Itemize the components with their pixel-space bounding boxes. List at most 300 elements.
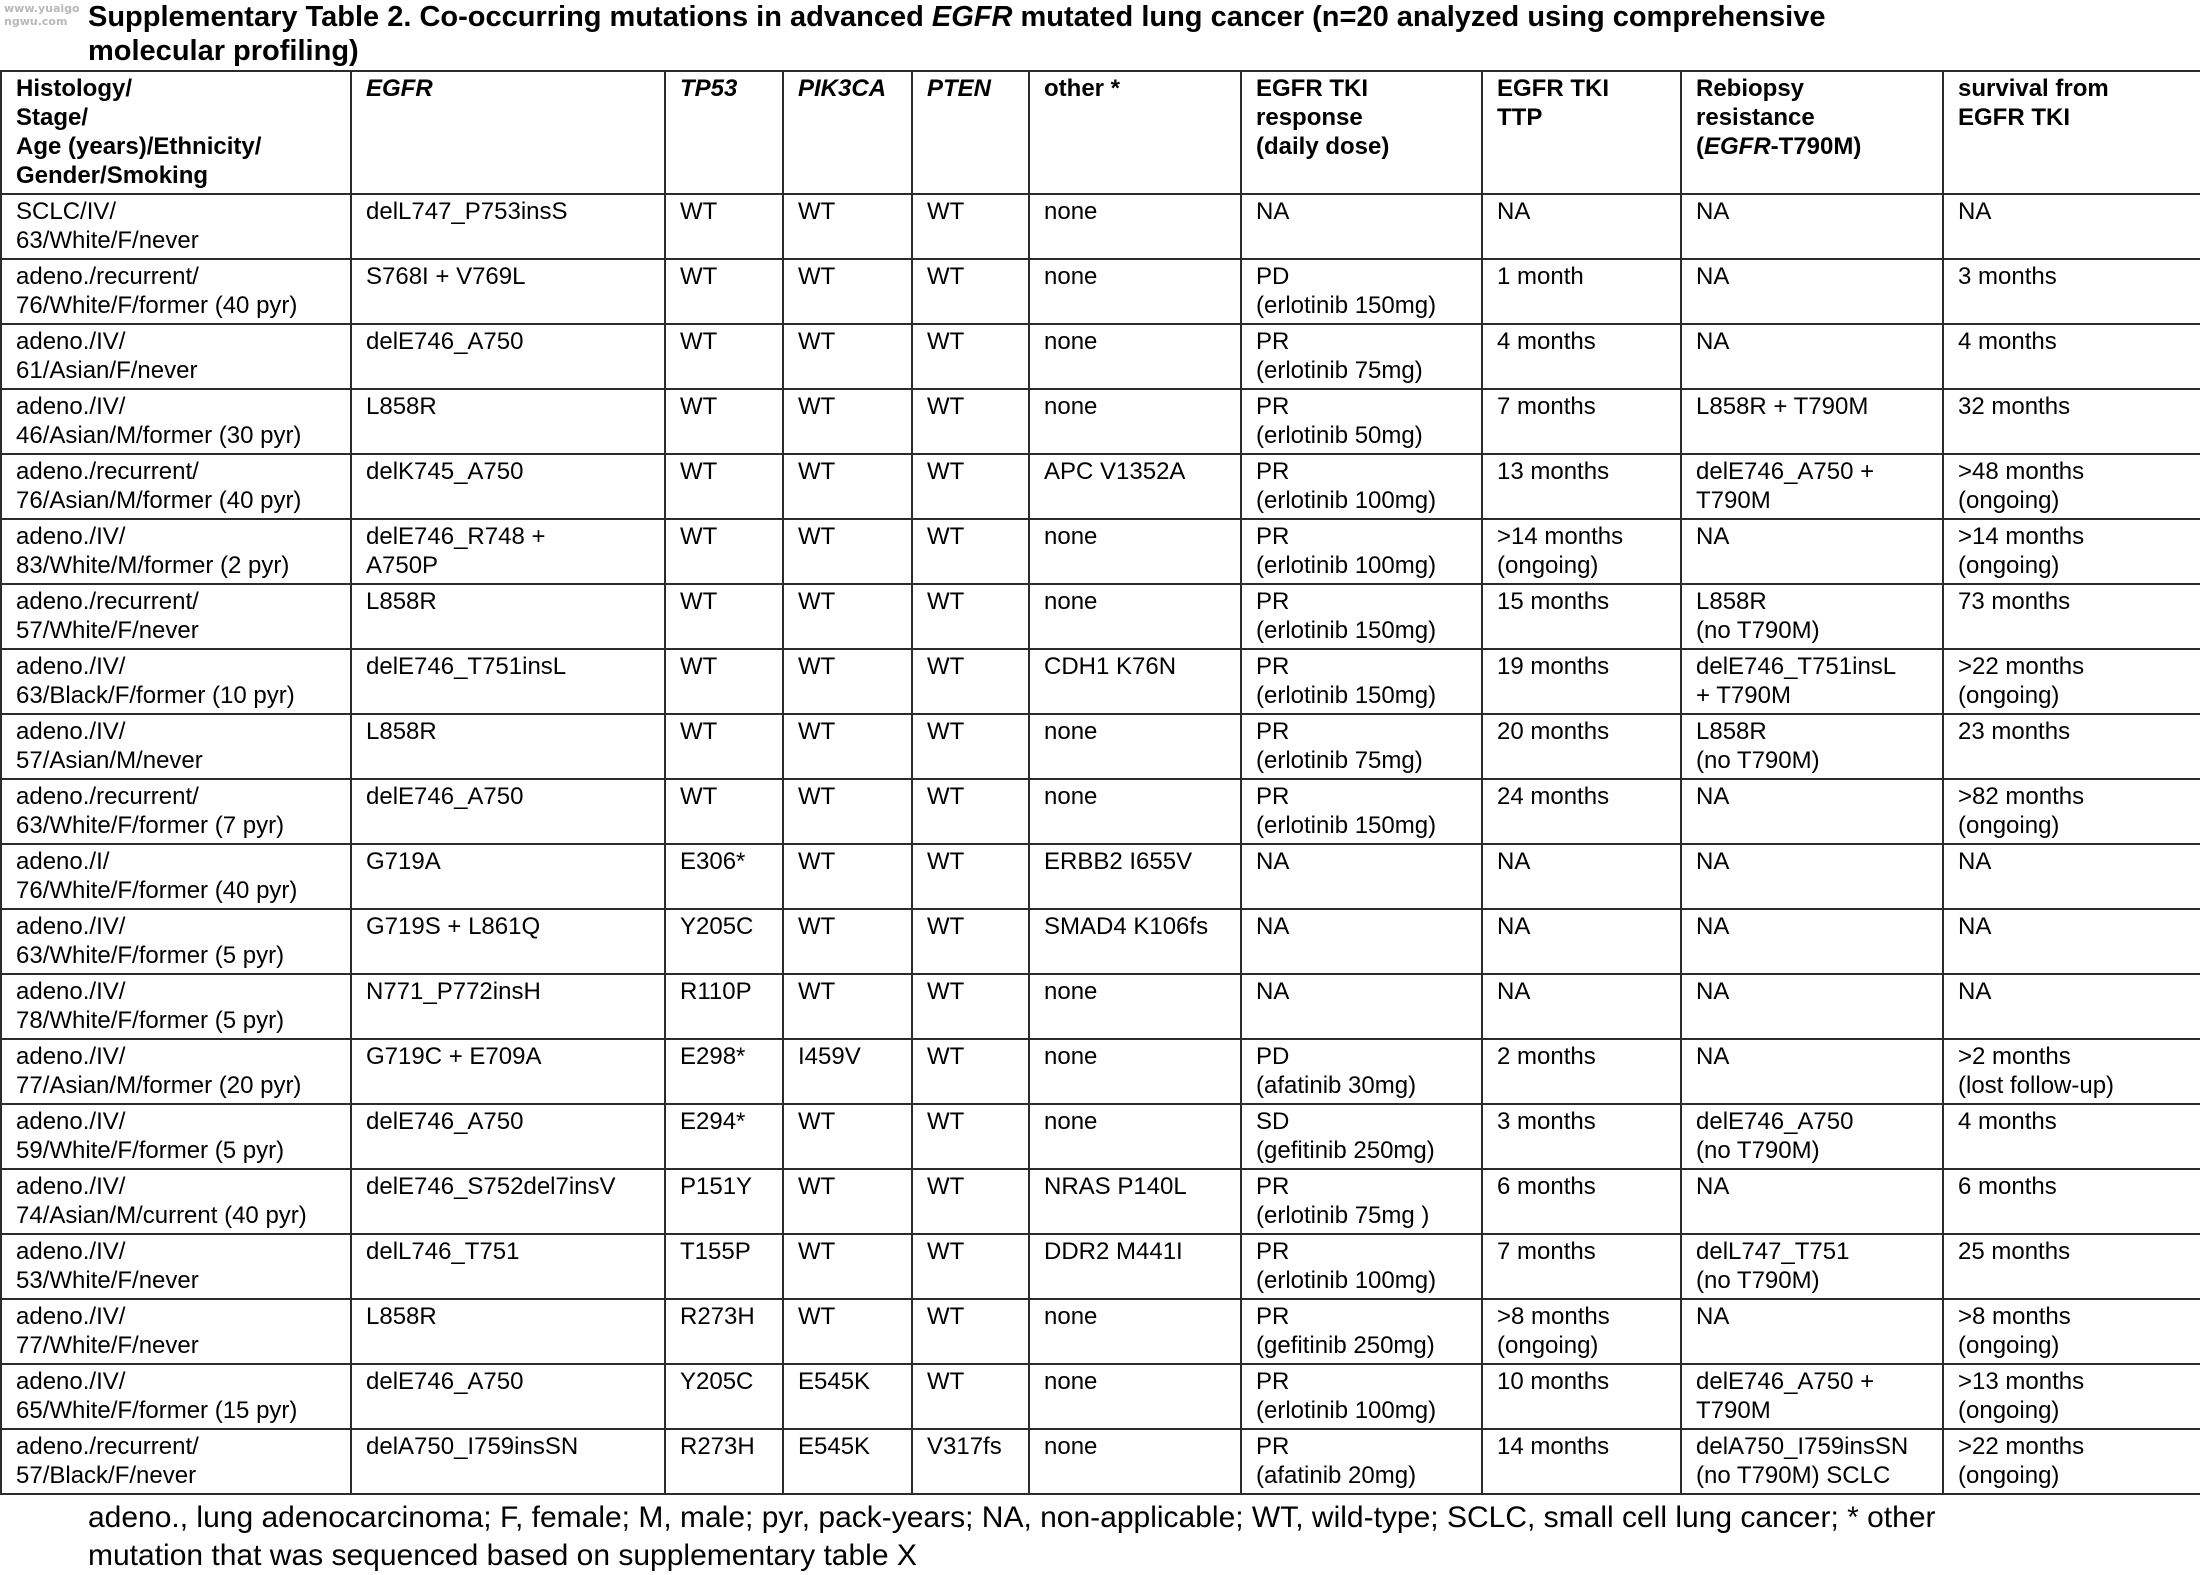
table-row [1,454,2200,519]
cell-line: WT [798,263,836,290]
table-row [1,649,2200,714]
cell-line: (ongoing) [1497,552,1599,579]
cell-tp53 [665,324,783,389]
cell-line: (erlotinib 150mg) [1256,292,1437,319]
cell-pik3ca [783,1299,912,1364]
cell-line: WT [798,913,836,940]
watermark: www.yuaigongwu.com [4,2,80,28]
cell-egfr [351,519,665,584]
header-line: EGFR [366,75,433,102]
cell-line: (no T790M) SCLC [1696,1462,1891,1489]
cell-survival [1943,584,2200,649]
cell-line: PR [1256,458,1290,485]
cell-rebiopsy [1681,454,1943,519]
cell-pten [912,454,1029,519]
cell-line: NA [1256,848,1290,875]
cell-ttp [1482,1169,1681,1234]
header-line: Histology/ [16,75,133,102]
cell-pten [912,1364,1029,1429]
cell-pik3ca [783,454,912,519]
cell-line: PR [1256,1238,1290,1265]
cell-line: adeno./IV/ [16,328,126,355]
table-row [1,779,2200,844]
cell-pten [912,974,1029,1039]
cell-line: NA [1696,523,1730,550]
cell-line: adeno./IV/ [16,718,126,745]
cell-line: WT [680,198,718,225]
cell-survival [1943,454,2200,519]
cell-ttp [1482,1429,1681,1494]
cell-other [1029,844,1241,909]
table-row [1,1364,2200,1429]
cell-line: delE746_T751insL [1696,653,1897,680]
cell-line: WT [798,1108,836,1135]
cell-line: L858R [366,393,437,420]
cell-line: WT [798,1303,836,1330]
cell-line: 6 months [1497,1173,1596,1200]
cell-line: delE746_A750 [1696,1108,1854,1135]
cell-line: WT [680,588,718,615]
cell-line: L858R [1696,588,1767,615]
cell-pten [912,1234,1029,1299]
cell-line: WT [680,653,718,680]
cell-line: WT [927,653,965,680]
cell-survival [1943,844,2200,909]
cell-pten [912,1299,1029,1364]
table-row [1,259,2200,324]
cell-line: none [1044,1433,1098,1460]
cell-pten [912,1039,1029,1104]
cell-line: (ongoing) [1497,1332,1599,1359]
footnote-line-2: mutation that was sequenced based on supplementary table X [88,1539,917,1572]
cell-line: L858R [366,718,437,745]
cell-survival [1943,389,2200,454]
cell-rebiopsy [1681,779,1943,844]
cell-line: WT [927,848,965,875]
cell-ttp [1482,1039,1681,1104]
table-row [1,1039,2200,1104]
cell-egfr [351,584,665,649]
cell-line: >8 months [1497,1303,1610,1330]
cell-egfr [351,1364,665,1429]
cell-line: WT [798,458,836,485]
cell-egfr [351,1299,665,1364]
cell-other [1029,1429,1241,1494]
cell-rebiopsy [1681,324,1943,389]
cell-tp53 [665,519,783,584]
cell-line: adeno./IV/ [16,913,126,940]
cell-line: (erlotinib 100mg) [1256,487,1437,514]
cell-histology [1,584,351,649]
cell-pik3ca [783,584,912,649]
table-row [1,909,2200,974]
cell-tp53 [665,194,783,259]
cell-line: PR [1256,1368,1290,1395]
cell-response [1241,389,1482,454]
cell-rebiopsy [1681,844,1943,909]
cell-line: L858R [1696,718,1767,745]
footnote [88,1499,2188,1575]
cell-line: PR [1256,393,1290,420]
cell-tp53 [665,714,783,779]
cell-ttp [1482,259,1681,324]
cell-ttp [1482,649,1681,714]
cell-histology [1,1169,351,1234]
cell-line: adeno./IV/ [16,1108,126,1135]
cell-ttp [1482,389,1681,454]
cell-line: WT [680,393,718,420]
cell-histology [1,194,351,259]
cell-line: NA [1497,913,1531,940]
cell-line: 4 months [1958,328,2057,355]
cell-line: (erlotinib 50mg) [1256,422,1423,449]
header-line: Rebiopsy [1696,75,1805,102]
cell-egfr [351,1234,665,1299]
cell-line: 77/Asian/M/former (20 pyr) [16,1072,302,1099]
cell-line: (ongoing) [1958,487,2060,514]
cell-line: 7 months [1497,1238,1596,1265]
cell-line: (lost follow-up) [1958,1072,2115,1099]
cell-line: WT [798,588,836,615]
cell-line: I459V [798,1043,861,1070]
cell-other [1029,1299,1241,1364]
cell-line: NA [1696,1043,1730,1070]
cell-line: adeno./IV/ [16,1368,126,1395]
cell-response [1241,1364,1482,1429]
cell-pik3ca [783,909,912,974]
cell-pik3ca [783,389,912,454]
cell-line: L858R [366,1303,437,1330]
cell-line: 10 months [1497,1368,1610,1395]
cell-line: WT [798,198,836,225]
cell-pten [912,259,1029,324]
cell-line: 46/Asian/M/former (30 pyr) [16,422,302,449]
table-row [1,844,2200,909]
table-row [1,389,2200,454]
cell-histology [1,1364,351,1429]
header-histology [1,71,351,194]
cell-line: none [1044,1303,1098,1330]
cell-line: delA750_I759insSN [1696,1433,1909,1460]
cell-egfr [351,259,665,324]
cell-rebiopsy [1681,1299,1943,1364]
cell-ttp [1482,1104,1681,1169]
cell-egfr [351,779,665,844]
cell-egfr [351,1429,665,1494]
cell-line: (afatinib 30mg) [1256,1072,1417,1099]
cell-line: WT [927,978,965,1005]
cell-line: E545K [798,1368,871,1395]
cell-line: >22 months [1958,653,2085,680]
cell-line: T790M [1696,487,1771,514]
cell-other [1029,974,1241,1039]
header-line: EGFR TKI [1497,75,1609,102]
cell-response [1241,844,1482,909]
cell-line: NA [1696,978,1730,1005]
cell-pten [912,779,1029,844]
cell-ttp [1482,1299,1681,1364]
cell-line: NA [1696,1303,1730,1330]
cell-egfr [351,1039,665,1104]
cell-line: delE746_A750 [366,1108,524,1135]
cell-line: WT [798,783,836,810]
cell-line: (ongoing) [1958,812,2060,839]
cell-line: delE746_A750 + [1696,458,1875,485]
cell-line: adeno./recurrent/ [16,1433,199,1460]
cell-line: (gefitinib 250mg) [1256,1137,1435,1164]
table-row [1,584,2200,649]
cell-line: none [1044,198,1098,225]
cell-line: NA [1256,978,1290,1005]
cell-line: delE746_A750 [366,783,524,810]
cell-pten [912,649,1029,714]
cell-line: WT [798,1238,836,1265]
cell-line: >14 months [1958,523,2085,550]
cell-line: NA [1696,913,1730,940]
cell-pten [912,194,1029,259]
cell-line: E545K [798,1433,871,1460]
cell-pik3ca [783,1429,912,1494]
cell-egfr [351,649,665,714]
cell-rebiopsy [1681,974,1943,1039]
cell-line: PR [1256,1173,1290,1200]
header-line: response [1256,104,1363,131]
table-row [1,519,2200,584]
cell-tp53 [665,649,783,714]
cell-line: (ongoing) [1958,1397,2060,1424]
cell-survival [1943,974,2200,1039]
cell-line: 63/White/F/never [16,227,199,254]
cell-survival [1943,1299,2200,1364]
table-row [1,1104,2200,1169]
cell-line: 76/Asian/M/former (40 pyr) [16,487,302,514]
table-row [1,1234,2200,1299]
cell-rebiopsy [1681,714,1943,779]
cell-egfr [351,324,665,389]
header-line: survival from [1958,75,2109,102]
header-line: PIK3CA [798,75,887,102]
cell-line: adeno./IV/ [16,523,126,550]
cell-line: delK745_A750 [366,458,524,485]
cell-tp53 [665,909,783,974]
cell-line: 6 months [1958,1173,2057,1200]
cell-line: 65/White/F/former (15 pyr) [16,1397,298,1424]
cell-tp53 [665,779,783,844]
cell-histology [1,324,351,389]
cell-ttp [1482,974,1681,1039]
cell-pik3ca [783,324,912,389]
cell-line: 24 months [1497,783,1610,810]
cell-survival [1943,779,2200,844]
cell-rebiopsy [1681,519,1943,584]
cell-line: WT [927,393,965,420]
cell-survival [1943,519,2200,584]
cell-line: 63/White/F/former (5 pyr) [16,942,285,969]
cell-pten [912,909,1029,974]
cell-line: delE746_S752del7insV [366,1173,616,1200]
cell-tp53 [665,454,783,519]
cell-survival [1943,909,2200,974]
cell-egfr [351,974,665,1039]
cell-line: WT [927,328,965,355]
cell-pik3ca [783,714,912,779]
cell-line: 1 month [1497,263,1584,290]
cell-other [1029,1104,1241,1169]
cell-pten [912,1104,1029,1169]
cell-rebiopsy [1681,909,1943,974]
cell-tp53 [665,1104,783,1169]
cell-line: (erlotinib 150mg) [1256,682,1437,709]
cell-line: WT [798,848,836,875]
cell-line: delL746_T751 [366,1238,520,1265]
cell-line: none [1044,393,1098,420]
cell-line: WT [927,588,965,615]
cell-line: E294* [680,1108,746,1135]
cell-tp53 [665,1429,783,1494]
cell-line: 57/White/F/never [16,617,199,644]
title-line-2: molecular profiling) [88,35,359,67]
cell-line: adeno./IV/ [16,1043,126,1070]
cell-line: A750P [366,552,439,579]
cell-line: WT [927,458,965,485]
cell-line: 4 months [1497,328,1596,355]
mutation-table [0,70,2200,1495]
cell-line: 78/White/F/former (5 pyr) [16,1007,285,1034]
cell-egfr [351,194,665,259]
cell-line: WT [927,783,965,810]
header-line: EGFR TKI [1958,104,2070,131]
cell-histology [1,1104,351,1169]
cell-tp53 [665,584,783,649]
cell-line: adeno./recurrent/ [16,458,199,485]
cell-line: WT [927,718,965,745]
cell-line: WT [680,458,718,485]
table-row [1,194,2200,259]
cell-survival [1943,714,2200,779]
cell-response [1241,1104,1482,1169]
cell-line: adeno./IV/ [16,978,126,1005]
cell-egfr [351,389,665,454]
cell-ttp [1482,779,1681,844]
cell-line: 13 months [1497,458,1610,485]
cell-tp53 [665,1364,783,1429]
cell-line: WT [927,913,965,940]
cell-line: PR [1256,653,1290,680]
cell-line: delE746_T751insL [366,653,567,680]
cell-line: adeno./IV/ [16,393,126,420]
table-row [1,1299,2200,1364]
cell-line: none [1044,1043,1098,1070]
cell-line: delE746_A750 [366,1368,524,1395]
cell-tp53 [665,389,783,454]
cell-histology [1,714,351,779]
cell-line: (ongoing) [1958,552,2060,579]
cell-egfr [351,909,665,974]
cell-line: SD [1256,1108,1290,1135]
cell-line: 76/White/F/former (40 pyr) [16,292,298,319]
cell-line: WT [798,1173,836,1200]
cell-line: delL747_P753insS [366,198,568,225]
cell-line: WT [680,718,718,745]
cell-line: 4 months [1958,1108,2057,1135]
cell-line: WT [680,523,718,550]
cell-other [1029,454,1241,519]
cell-histology [1,1039,351,1104]
cell-line: 3 months [1497,1108,1596,1135]
cell-line: adeno./recurrent/ [16,783,199,810]
cell-line: (afatinib 20mg) [1256,1462,1417,1489]
cell-pik3ca [783,844,912,909]
cell-line: (no T790M) [1696,617,1820,644]
cell-line: R273H [680,1303,755,1330]
cell-line: 25 months [1958,1238,2071,1265]
cell-line: none [1044,783,1098,810]
cell-ttp [1482,519,1681,584]
title-prefix: Supplementary Table 2. Co-occurring mutations in advanced [88,1,932,33]
cell-line: >82 months [1958,783,2085,810]
cell-line: adeno./I/ [16,848,110,875]
cell-ttp [1482,194,1681,259]
cell-line: APC V1352A [1044,458,1186,485]
cell-histology [1,1234,351,1299]
cell-rebiopsy [1681,1039,1943,1104]
cell-response [1241,194,1482,259]
cell-pten [912,1169,1029,1234]
cell-line: 77/White/F/never [16,1332,199,1359]
cell-line: (no T790M) [1696,747,1820,774]
cell-ttp [1482,909,1681,974]
cell-line: (ongoing) [1958,1462,2060,1489]
cell-line: NA [1958,978,1992,1005]
cell-line: (erlotinib 75mg ) [1256,1202,1430,1229]
header-line: other * [1044,75,1121,102]
cell-line: none [1044,718,1098,745]
cell-line: CDH1 K76N [1044,653,1177,680]
cell-survival [1943,1104,2200,1169]
cell-line: (erlotinib 75mg) [1256,357,1423,384]
cell-rebiopsy [1681,584,1943,649]
cell-response [1241,779,1482,844]
cell-tp53 [665,1299,783,1364]
cell-line: WT [927,198,965,225]
cell-pten [912,714,1029,779]
cell-ttp [1482,584,1681,649]
cell-line: >8 months [1958,1303,2071,1330]
cell-pik3ca [783,1364,912,1429]
header-response [1241,71,1482,194]
cell-egfr [351,454,665,519]
cell-ttp [1482,324,1681,389]
cell-histology [1,259,351,324]
cell-line: 3 months [1958,263,2057,290]
cell-rebiopsy [1681,389,1943,454]
cell-histology [1,1429,351,1494]
table-body [1,194,2200,1494]
cell-line: none [1044,1108,1098,1135]
cell-line: PR [1256,1303,1290,1330]
cell-tp53 [665,1234,783,1299]
header-line: (EGFR-T790M) [1696,133,1862,160]
cell-egfr [351,1169,665,1234]
header-line: PTEN [927,75,992,102]
cell-tp53 [665,974,783,1039]
cell-tp53 [665,1039,783,1104]
cell-line: (no T790M) [1696,1267,1820,1294]
cell-other [1029,909,1241,974]
cell-line: WT [680,263,718,290]
table-row [1,714,2200,779]
cell-pten [912,1429,1029,1494]
